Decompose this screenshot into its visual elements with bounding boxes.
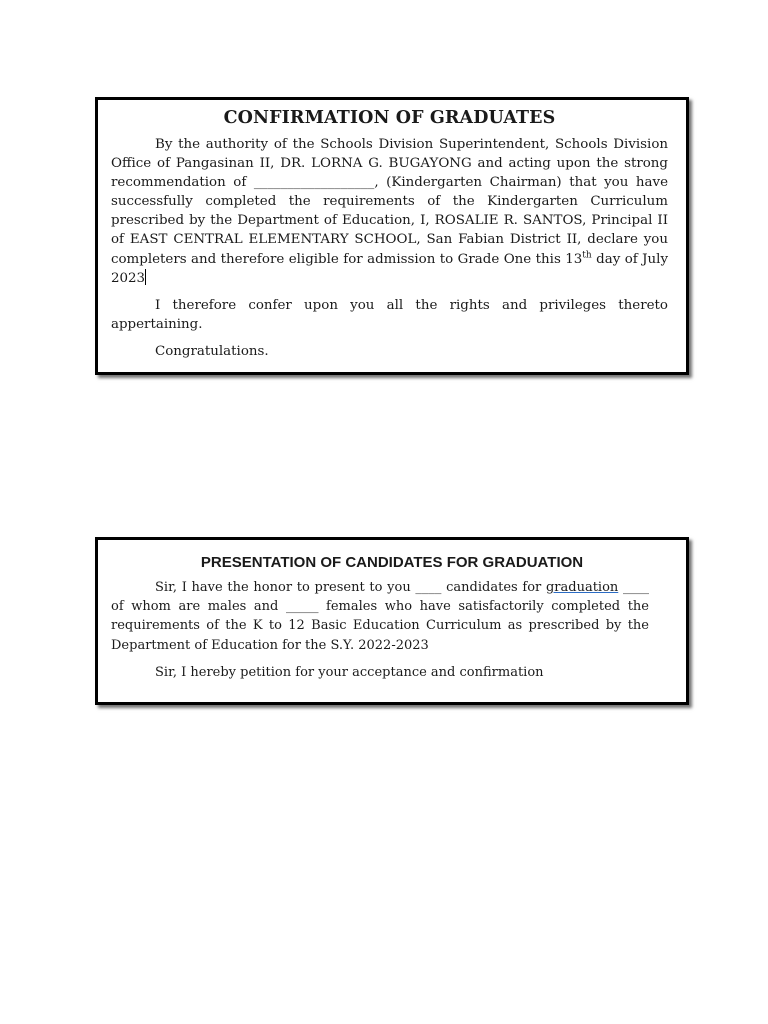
presentation-paragraph-honor [111,578,649,655]
presentation-paragraph-petition: Sir, I hereby petition for your acceptance and confirmation [155,664,544,680]
presentation-title: PRESENTATION OF CANDIDATES FOR GRADUATION [200,554,584,571]
authority-text: By the authority of the Schools Division Superintendent, Schools Division Office of Pangasinan II, DR. LORNA G. BUGAYONG and acting upon the strong recommendation of __________________, (Kindergarten Chairman) that you have successfully completed the requirements of the Kindergarten Curriculum prescribed by the Department of Education, I, ROSALIE R. SANTOS, Principal II of EAST CENTRAL ELEMENTARY SCHOOL, San Fabian District II, declare you completers and therefore eligible for admission to Grade One this 13 [111,137,668,267]
presentation-card [95,537,689,705]
confirmation-title: CONFIRMATION OF GRADUATES [223,108,556,128]
authority-text-end: day of July 2023 [111,251,669,286]
graduation-word: graduation [545,580,619,595]
confirmation-paragraph-confer: I therefore confer upon you all the rights and privileges thereto appertaining. [111,297,668,332]
confirmation-paragraph-authority [111,135,668,288]
text-cursor [145,269,146,285]
honor-text: Sir, I have the honor to present to you ____ candidates for [155,580,546,595]
confirmation-paragraph-congratulations: Congratulations. [155,343,269,359]
honor-text-end: ____ of whom are males and _____ females who have satisfactorily completed the requirements of the K to 12 Basic Education Curriculum as prescribed by the Department of Education for the S.Y. 2022-2023 [111,580,649,653]
ordinal-suffix: th [582,250,592,261]
confirmation-card [95,97,689,375]
